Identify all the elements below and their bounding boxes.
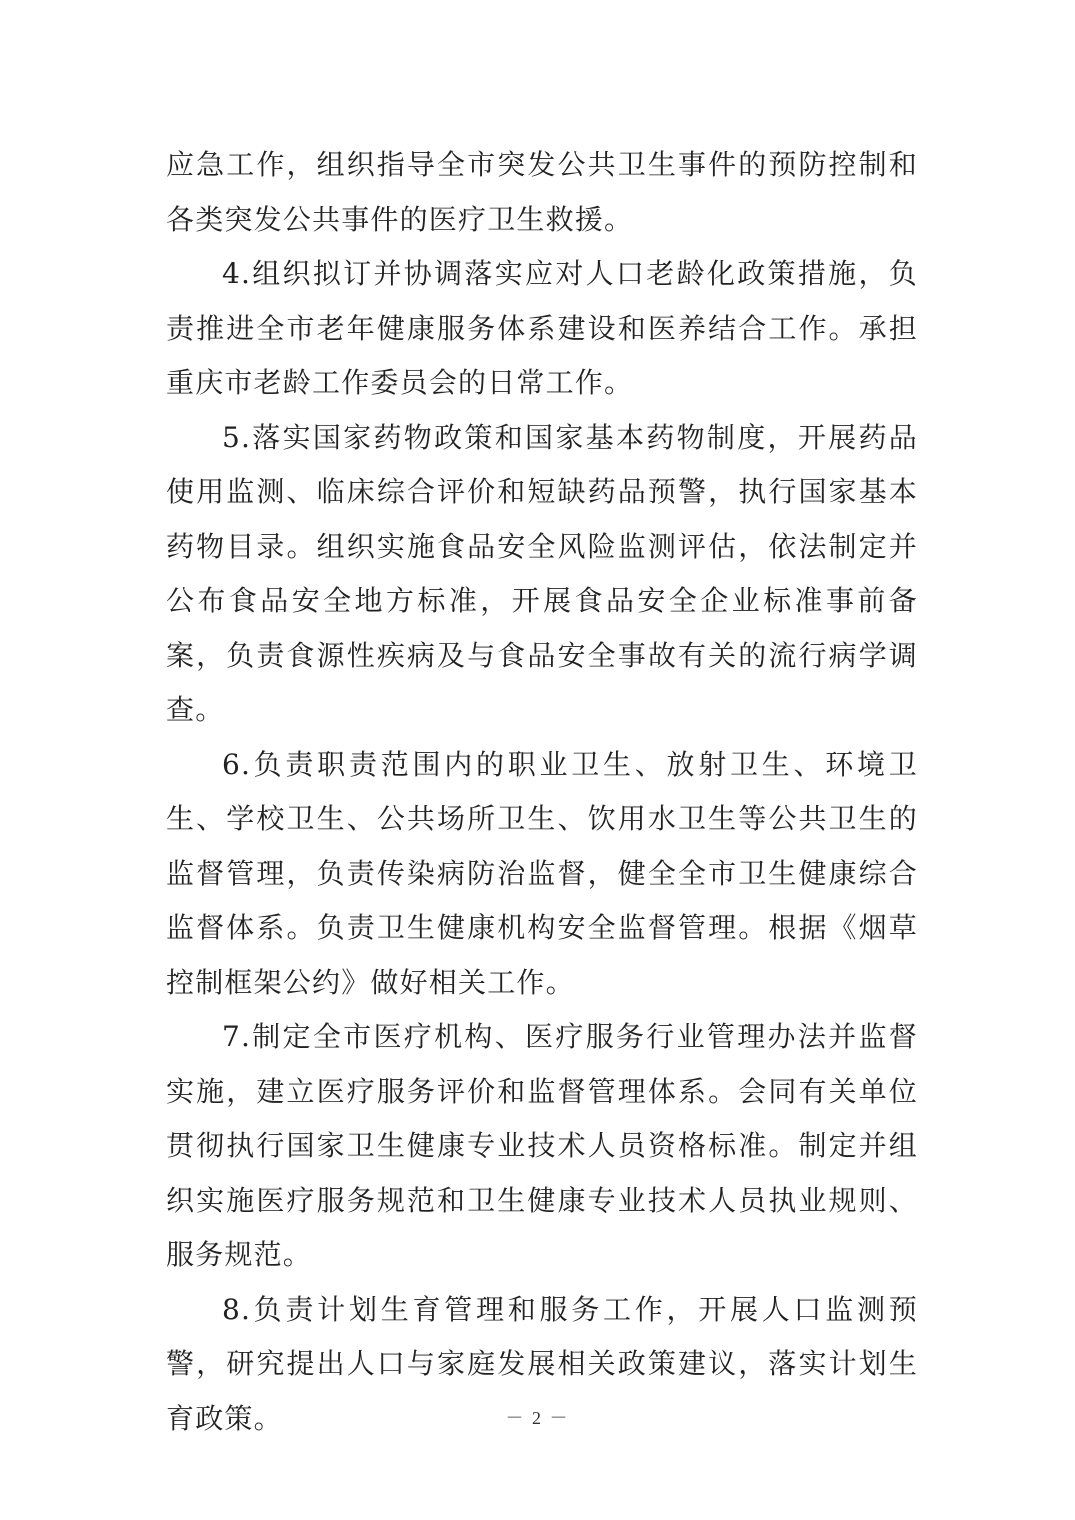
paragraph-continuation: 应急工作，组织指导全市突发公共卫生事件的预防控制和各类突发公共事件的医疗卫生救援。 — [166, 148, 918, 236]
page-number: － 2 － — [505, 1408, 570, 1428]
document-body — [166, 138, 918, 1446]
paragraph-item-6: 6.负责职责范围内的职业卫生、放射卫生、环境卫生、学校卫生、公共场所卫生、饮用水卫生等公共卫生的监督管理，负责传染病防治监督，健全全市卫生健康综合监督体系。负责卫生健康机构安全监督管理。根据《烟草控制框架公约》做好相关工作。 — [166, 747, 918, 999]
paragraph-item-5: 5.落实国家药物政策和国家基本药物制度，开展药品使用监测、临床综合评价和短缺药品预警，执行国家基本药物目录。组织实施食品安全风险监测评估，依法制定并公布食品安全地方标准，开展食品安全企业标准事前备案，负责食源性疾病及与食品安全事故有关的流行病学调查。 — [166, 420, 918, 726]
paragraph-item-7: 7.制定全市医疗机构、医疗服务行业管理办法并监督实施，建立医疗服务评价和监督管理体系。会同有关单位贯彻执行国家卫生健康专业技术人员资格标准。制定并组织实施医疗服务规范和卫生健康专业技术人员执业规则、服务规范。 — [166, 1020, 918, 1271]
paragraph-item-8: 8.负责计划生育管理和服务工作，开展人口监测预警，研究提出人口与家庭发展相关政策建议，落实计划生育政策。 — [166, 1292, 918, 1435]
paragraph-item-4: 4.组织拟订并协调落实应对人口老龄化政策措施，负责推进全市老年健康服务体系建设和医养结合工作。承担重庆市老龄工作委员会的日常工作。 — [166, 257, 918, 399]
